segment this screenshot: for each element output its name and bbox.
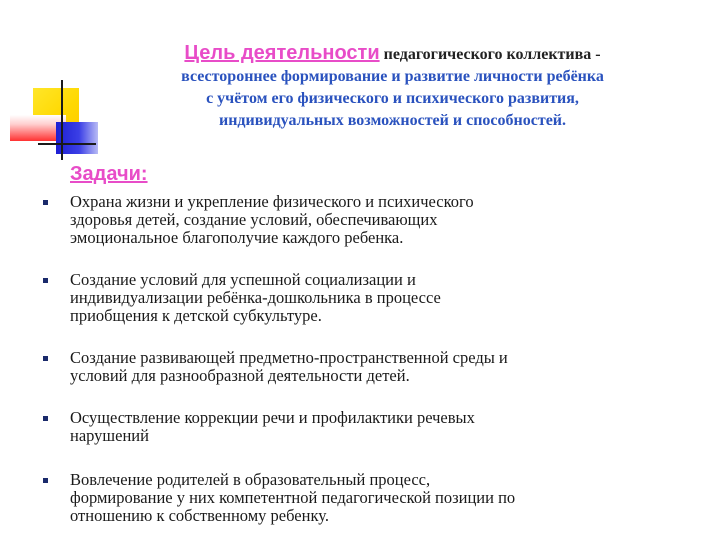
title-line-1-rest: педагогического коллектива - <box>379 46 601 63</box>
list-item <box>40 409 680 445</box>
task-line: Вовлечение родителей в образовательный процесс, <box>70 470 431 489</box>
task-line: Осуществление коррекции речи и профилактики речевых <box>70 408 475 427</box>
tasks-header: Задачи: <box>70 163 148 185</box>
task-line: отношению к собственному ребенку. <box>70 506 329 525</box>
list-item <box>40 271 680 325</box>
square-bullet-icon <box>43 478 48 483</box>
list-item <box>40 349 680 385</box>
square-bullet-icon <box>43 278 48 283</box>
title-emphasis: Цель деятельности <box>184 42 380 64</box>
task-line: Создание развивающей предметно-пространственной среды и <box>70 348 508 367</box>
task-line: формирование у них компетентной педагогической позиции по <box>70 488 516 507</box>
decor-horizontal-line <box>38 143 96 145</box>
title-line-3: с учётом его физического и психического развития, <box>206 90 579 107</box>
list-item <box>40 193 680 247</box>
task-line: нарушений <box>70 426 149 445</box>
square-bullet-icon <box>43 200 48 205</box>
square-bullet-icon <box>43 416 48 421</box>
title-line-1 <box>90 42 695 66</box>
task-line: приобщения к детской субкультуре. <box>70 306 322 325</box>
task-line: Охрана жизни и укрепление физического и психического <box>70 192 474 211</box>
slide-title <box>90 42 695 132</box>
decor-vertical-line <box>61 80 63 160</box>
task-line: условий для разнообразной деятельности детей. <box>70 366 410 385</box>
title-line-4: индивидуальных возможностей и способностей. <box>218 112 567 129</box>
task-list <box>40 193 680 549</box>
list-item <box>40 471 680 525</box>
task-line: здоровья детей, создание условий, обеспечивающих <box>70 210 438 229</box>
square-bullet-icon <box>43 356 48 361</box>
title-line-2: всестороннее формирование и развитие личности ребёнка <box>181 68 604 85</box>
task-line: эмоциональное благополучие каждого ребенка. <box>70 228 404 247</box>
task-line: индивидуализации ребёнка-дошкольника в процессе <box>70 288 441 307</box>
task-line: Создание условий для успешной социализации и <box>70 270 416 289</box>
